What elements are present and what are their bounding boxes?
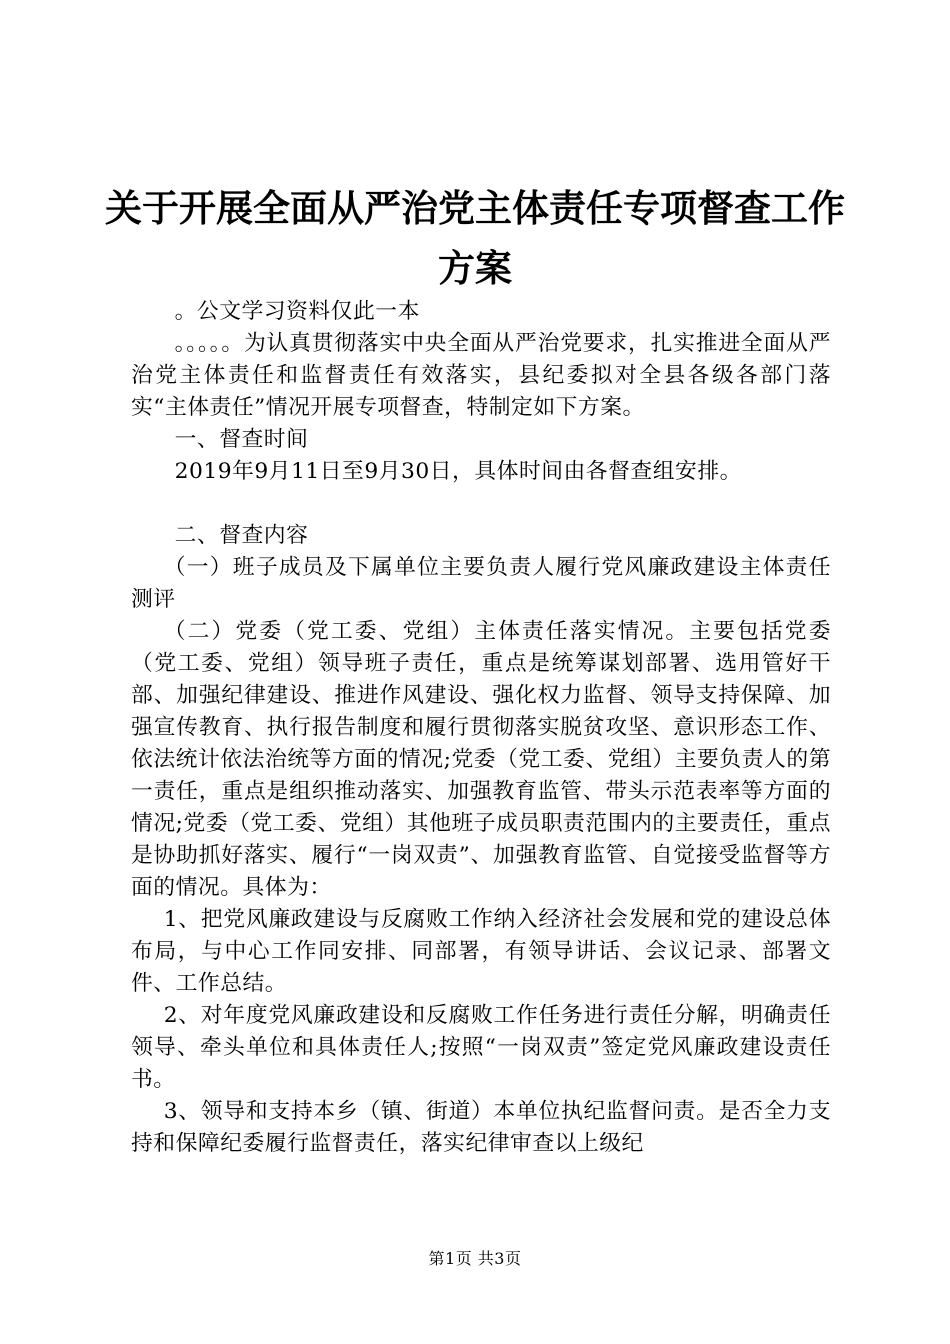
section-heading-content: 二、督查内容 [174,523,309,548]
paragraph-point-3: 3、领导和支持本乡（镇、街道）本单位执纪监督问责。是否全力支持和保障纪委履行监督责任，落实纪律审查以上级纪 [131,1099,831,1156]
document-title-line-2: 方案 [438,247,512,290]
paragraph-note: 。公文学习资料仅此一本 [174,299,420,324]
paragraph-time: 2019年9月11日至9月30日，具体时间由各督查组安排。 [174,459,742,484]
paragraph-item-1: （一）班子成员及下属单位主要负责人履行党风廉政建设主体责任测评 [131,555,831,612]
paragraph-intro: 。。。。。为认真贯彻落实中央全面从严治党要求，扎实推进全面从严治党主体责任和监督责任有效落实，县纪委拟对全县各级各部门落实“主体责任”情况开展专项督查，特制定如下方案。 [131,331,831,420]
document-body [131,296,831,1160]
page-footer: 第1页 共3页 [428,1249,522,1268]
paragraph-item-2: （二）党委（党工委、党组）主体责任落实情况。主要包括党委（党工委、党组）领导班子责任，重点是统筹谋划部署、选用管好干部、加强纪律建设、推进作风建设、强化权力监督、领导支持保障、加强宣传教育、执行报告制度和履行贯彻落实脱贫攻坚、意识形态工作、依法统计依法治统等方面的情况;党委（党工委、党组）主要负责人的第一责任，重点是组织推动落实、加强教育监管、带头示范表率等方面的情况;党委（党工委、党组）其他班子成员职责范围内的主要责任，重点是协助抓好落实、履行“一岗双责”、加强教育监管、自觉接受监督等方面的情况。具体为： [131,619,831,900]
document-title-line-1: 关于开展全面从严治党主体责任专项督查工作 [105,187,845,230]
blank-line [131,488,831,520]
section-heading-time: 一、督查时间 [174,427,309,452]
paragraph-point-1: 1、把党风廉政建设与反腐败工作纳入经济社会发展和党的建设总体布局，与中心工作同安排、同部署，有领导讲话、会议记录、部署文件、工作总结。 [131,907,831,996]
paragraph-point-2: 2、对年度党风廉政建设和反腐败工作任务进行责任分解，明确责任领导、牵头单位和具体责任人;按照“一岗双责”签定党风廉政建设责任书。 [131,1003,831,1092]
